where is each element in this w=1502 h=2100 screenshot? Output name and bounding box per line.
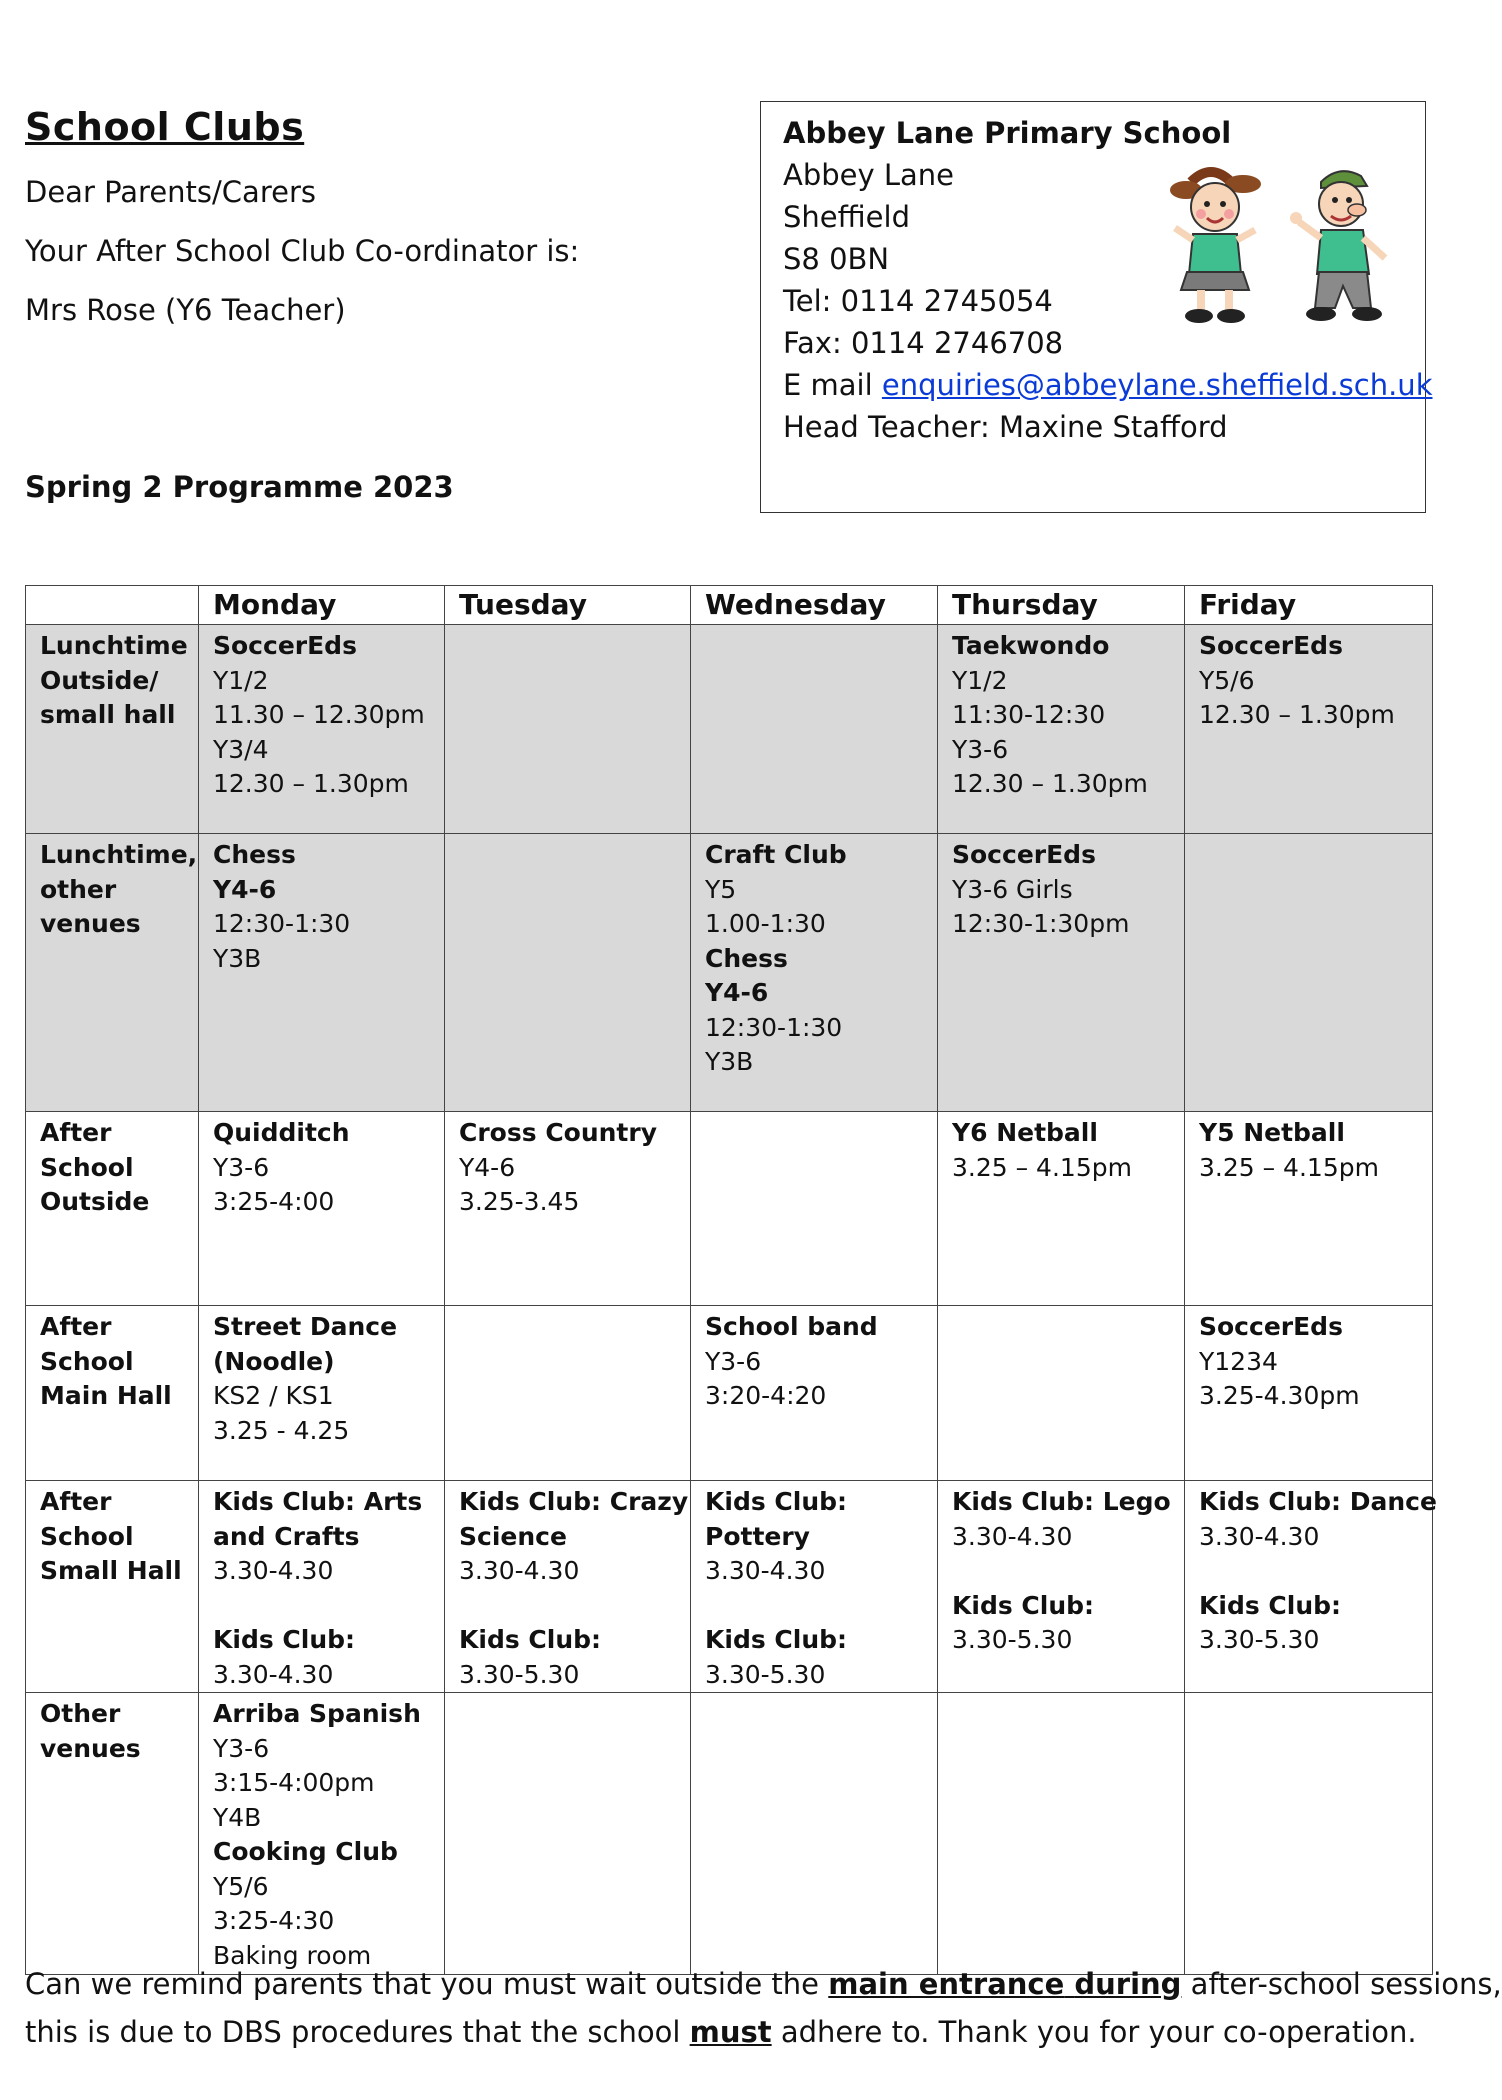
timetable-cell [691,1481,938,1693]
timetable-row [26,1306,1433,1481]
club-detail: Y1/2 [213,665,269,695]
row-label-line: Outside/ [40,665,159,695]
club-detail: 3:20-4:20 [705,1381,827,1410]
corner-cell [26,586,199,625]
timetable-cell [938,1306,1185,1481]
coordinator-name: Mrs Rose (Y6 Teacher) [25,293,346,327]
timetable-row [26,1481,1433,1693]
club-detail: 12.30 – 1.30pm [213,769,409,798]
footer-emphasis: must [689,2015,772,2049]
timetable-cell [691,1693,938,1975]
timetable-cell [691,834,938,1112]
club-detail: 3.30-5.30 [459,1659,580,1689]
timetable-cell [1185,625,1433,834]
day-header: Friday [1185,586,1433,625]
page-title: School Clubs [25,105,305,149]
row-label-line: small hall [40,700,176,729]
timetable-cell [199,1693,445,1975]
programme-title: Spring 2 Programme 2023 [25,470,454,504]
club-name: SoccerEds [1199,631,1343,660]
club-detail: Y5/6 [1199,665,1255,695]
row-label [26,1693,199,1975]
club-detail: 3.25 - 4.25 [213,1415,350,1445]
club-detail: 11:30-12:30 [952,700,1106,729]
club-name: Chess [213,840,296,869]
timetable-cell [445,1112,691,1306]
club-name: Cooking Club [213,1837,398,1866]
club-detail: 3.30-5.30 [705,1659,826,1689]
timetable-cell [1185,1693,1433,1975]
row-label [26,1481,199,1693]
email-label: E mail [783,368,882,402]
club-detail: Y4-6 [459,1152,516,1182]
club-name: School band [705,1312,878,1341]
row-label-line: Outside [40,1187,150,1216]
club-detail: 3.30-4.30 [459,1556,580,1585]
club-name: Kids Club: [1199,1590,1342,1620]
club-detail: Y3-6 [213,1733,270,1763]
school-address-box [760,101,1433,513]
timetable-cell [691,1306,938,1481]
club-name: Quidditch [213,1118,350,1147]
timetable-cell [445,625,691,834]
club-detail: Y1/2 [952,665,1008,695]
club-name: Kids Club: Arts [213,1487,423,1516]
day-header: Wednesday [691,586,938,625]
club-detail [213,1589,430,1624]
day-header: Tuesday [445,586,691,625]
club-detail: Y3-6 [952,734,1009,764]
timetable-cell [938,1112,1185,1306]
timetable-cell [199,834,445,1112]
clubs-timetable [25,585,1437,1975]
club-name: Kids Club: Lego [952,1487,1171,1516]
school-name: Abbey Lane Primary School [783,116,1232,150]
timetable-cell [938,1481,1185,1693]
club-detail: Y5 [705,874,737,904]
timetable-cell [1185,1112,1433,1306]
club-detail: 11.30 – 12.30pm [213,700,425,729]
club-name: Y5 Netball [1199,1118,1345,1147]
timetable-cell [445,834,691,1112]
row-label-line: venues [40,1733,141,1763]
timetable-cell [199,1306,445,1481]
email-link[interactable]: enquiries@abbeylane.sheffield.sch.uk [881,368,1433,402]
row-label-line: Lunchtime, [40,840,198,869]
club-detail: Baking room [213,1940,372,1970]
boy-figure [1290,171,1385,321]
coordinator-intro: Your After School Club Co-ordinator is: [25,234,580,268]
email-line [783,368,1432,402]
telephone: Tel: 0114 2745054 [783,284,1053,318]
club-detail: KS2 / KS1 [213,1381,334,1410]
timetable-cell [691,625,938,834]
row-label [26,834,199,1112]
club-detail: 3.25 – 4.15pm [1199,1152,1379,1182]
club-name: Science [459,1521,567,1551]
club-detail [705,1589,923,1624]
club-name: Taekwondo [952,631,1110,660]
club-name: Y4-6 [705,978,769,1007]
row-label-line: After [40,1312,112,1341]
footer-text: Can we remind parents that you must wait outside the [25,1967,829,2001]
club-name: Craft Club [705,840,847,869]
row-label-line: School [40,1152,134,1182]
club-name: Kids Club: Crazy [459,1487,689,1516]
club-detail [1199,1554,1418,1589]
fax: Fax: 0114 2746708 [783,326,1064,360]
club-detail: 3.30-4.30 [705,1556,826,1585]
club-detail: 12:30-1:30 [705,1012,843,1042]
club-detail: Y3/4 [213,734,269,764]
club-detail: Y4B [213,1802,262,1832]
club-detail: 1.00-1:30 [705,909,826,938]
timetable-row [26,1112,1433,1306]
club-name: Pottery [705,1521,810,1551]
club-detail: 3.30-5.30 [1199,1625,1320,1654]
footer-text: after-school sessions, [1181,1967,1502,2001]
club-name: SoccerEds [213,631,357,660]
club-detail: 3.30-4.30 [1199,1521,1320,1551]
timetable-row [26,625,1433,834]
timetable-cell [199,1112,445,1306]
club-detail: 3:25-4:00 [213,1187,335,1216]
club-detail: Y3-6 Girls [952,874,1073,904]
club-name: Street Dance [213,1312,398,1341]
club-detail: 12:30-1:30pm [952,909,1130,938]
club-name: (Noodle) [213,1346,335,1376]
club-name: Kids Club: [705,1625,848,1654]
timetable-cell [938,625,1185,834]
club-name: Y4-6 [213,874,277,904]
footer-text: this is due to DBS procedures that the school [25,2015,690,2049]
row-label [26,625,199,834]
row-label-line: After [40,1118,112,1147]
postcode: S8 0BN [783,242,890,276]
row-label-line: School [40,1521,134,1551]
club-detail: 3.25-3.45 [459,1187,580,1216]
club-name: SoccerEds [952,840,1096,869]
timetable-cell [199,625,445,834]
row-label-line: After [40,1487,112,1516]
club-detail: Y3-6 [213,1152,270,1182]
footer-emphasis [1064,1967,1074,2001]
timetable-header-row [26,586,1433,625]
club-detail: 3:15-4:00pm [213,1768,375,1797]
club-detail: 3.25 – 4.15pm [952,1152,1132,1182]
greeting: Dear Parents/Carers [25,175,316,209]
club-name: Kids Club: [705,1487,848,1516]
timetable-cell [1185,1306,1433,1481]
club-detail: 12.30 – 1.30pm [952,769,1148,798]
club-detail [459,1589,676,1624]
timetable-cell [691,1112,938,1306]
day-header: Thursday [938,586,1185,625]
club-name: Cross Country [459,1118,658,1147]
club-name: Kids Club: [213,1625,356,1654]
club-name: Arriba Spanish [213,1699,421,1728]
club-detail: Y3-6 [705,1346,762,1376]
club-name: Y6 Netball [952,1118,1098,1147]
club-detail: 3:25-4:30 [213,1906,335,1935]
club-name: Chess [705,943,788,973]
club-detail: Y3B [213,943,262,973]
club-name: and Crafts [213,1521,360,1551]
row-label-line: Other [40,1699,121,1728]
girl-figure [1170,172,1261,323]
timetable-row [26,1693,1433,1975]
timetable-row [26,834,1433,1112]
footer-line-2 [25,2015,1417,2049]
row-label-line: School [40,1346,134,1376]
club-name: Kids Club: Dance [1199,1487,1437,1516]
club-detail: 3.30-4.30 [952,1521,1073,1551]
footer-text: adhere to. Thank you for your co-operation. [771,2015,1417,2049]
club-detail: Y1234 [1199,1346,1278,1376]
row-label-line: Small Hall [40,1556,182,1585]
club-detail: Y5/6 [213,1871,269,1901]
club-detail [952,1554,1170,1589]
club-name: Kids Club: [459,1625,602,1654]
footer-emphasis: main entrance [828,1967,1065,2001]
timetable-cell [938,834,1185,1112]
club-detail: 3.30-5.30 [952,1625,1073,1654]
row-label-line: Main Hall [40,1381,172,1410]
address-line-1: Abbey Lane [783,158,955,192]
cartoon-children-illustration [1171,162,1406,332]
address-line-2: Sheffield [783,200,910,234]
timetable-cell [199,1481,445,1693]
club-detail: 3.30-4.30 [213,1659,334,1689]
club-name: Kids Club: [952,1590,1095,1620]
timetable-cell [1185,1481,1437,1693]
club-detail: Y3B [705,1047,754,1076]
row-label [26,1112,199,1306]
club-detail: 3.30-4.30 [213,1556,334,1585]
head-teacher: Head Teacher: Maxine Stafford [783,410,1228,444]
timetable-cell [1185,834,1433,1112]
club-name: SoccerEds [1199,1312,1343,1341]
club-detail: 12.30 – 1.30pm [1199,700,1395,729]
timetable-cell [938,1693,1185,1975]
row-label-line: venues [40,909,141,938]
footer-line-1 [25,1967,1502,2001]
club-detail: 3.25-4.30pm [1199,1381,1360,1410]
club-detail: 12:30-1:30 [213,909,351,938]
timetable-cell [445,1693,691,1975]
timetable-cell [445,1306,691,1481]
row-label [26,1306,199,1481]
day-header: Monday [199,586,445,625]
timetable-cell [445,1481,691,1693]
footer-emphasis: during [1074,1967,1182,2001]
row-label-line: other [40,874,117,904]
row-label-line: Lunchtime [40,631,188,660]
